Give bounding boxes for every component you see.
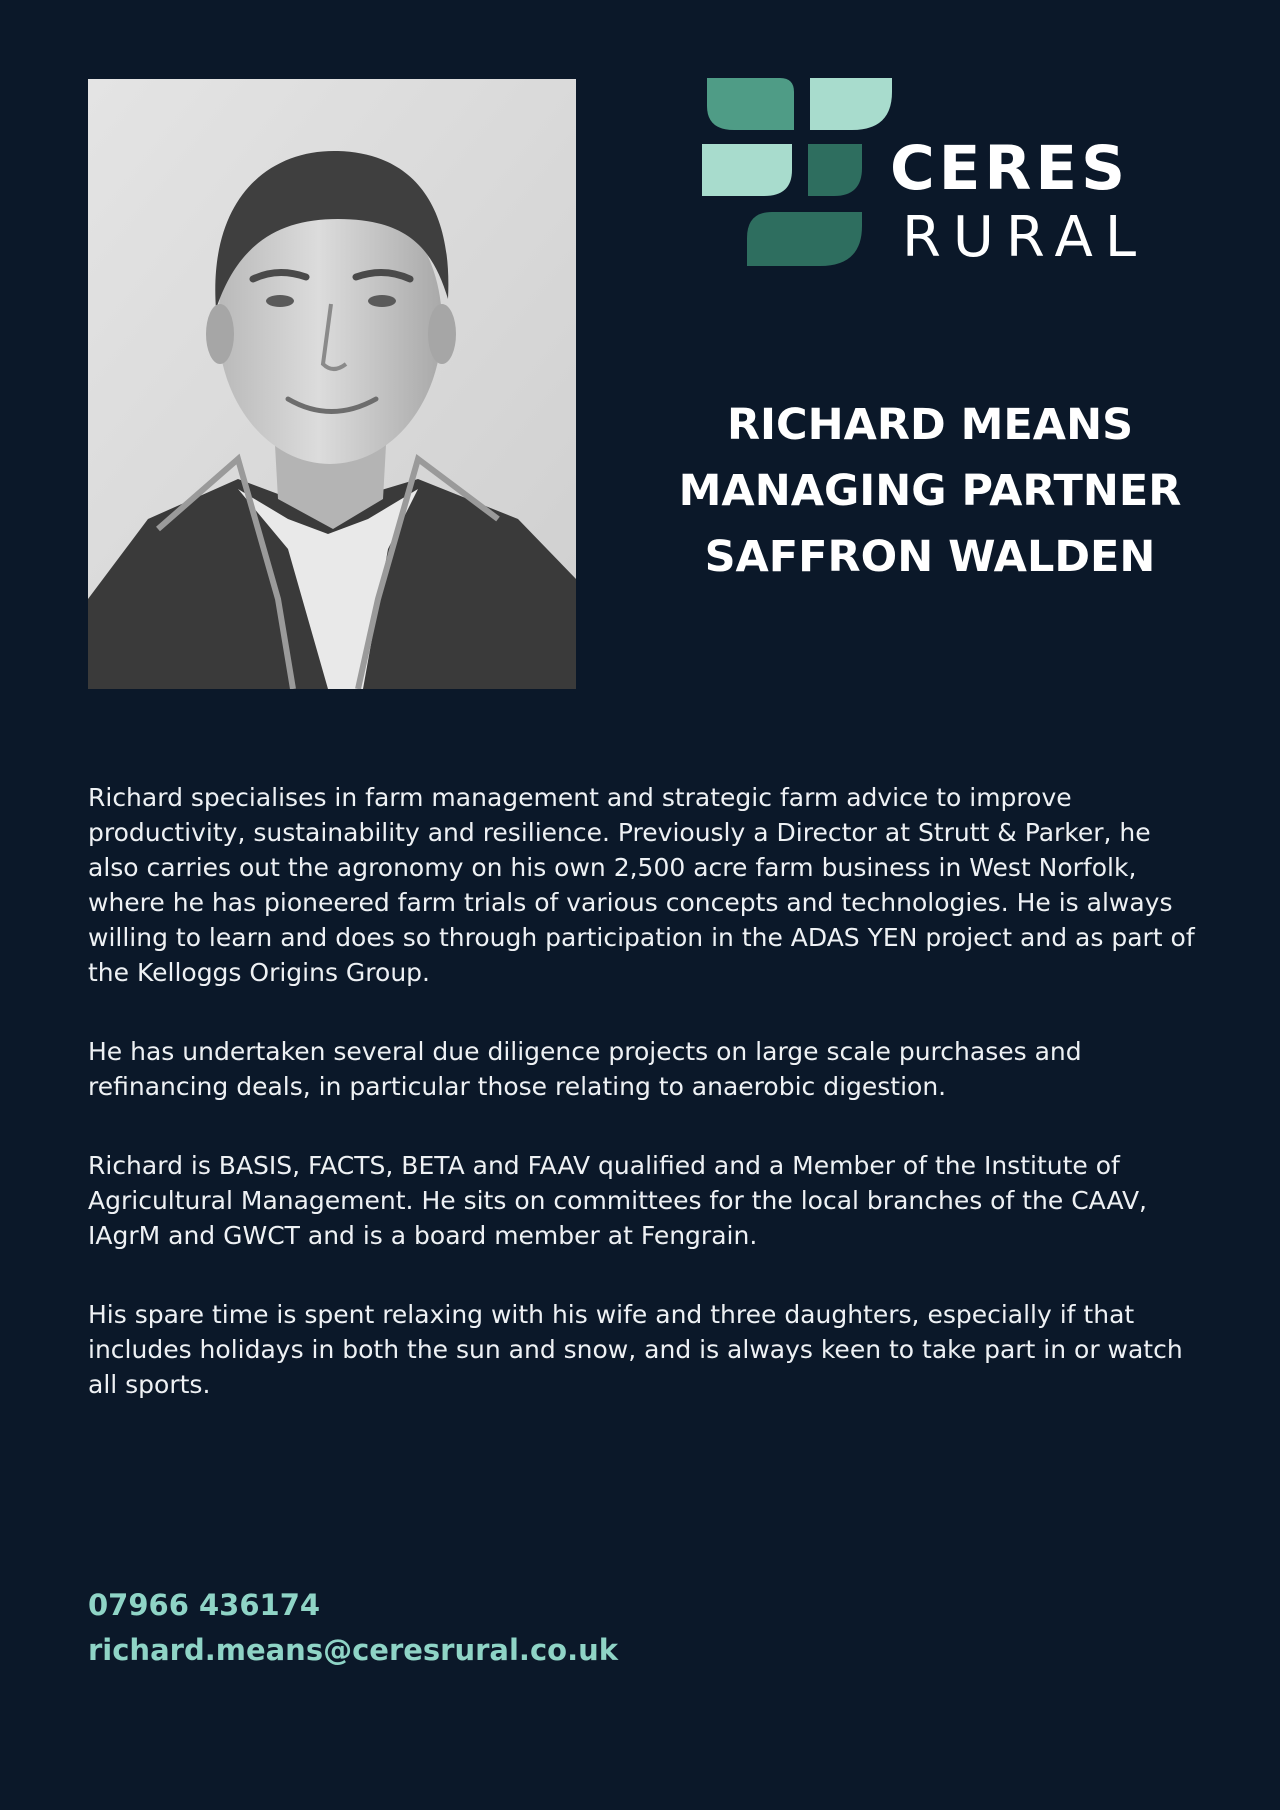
leaf-mark-icon [702, 78, 902, 268]
logo-word-ceres: CERES [890, 133, 1130, 204]
ceres-rural-logo [702, 78, 1162, 268]
phone-number[interactable]: 07966 436174 [88, 1588, 321, 1622]
contact-details [88, 1583, 618, 1673]
profile-role: MANAGING PARTNER [678, 466, 1182, 516]
profile-location: SAFFRON WALDEN [704, 532, 1156, 582]
profile-photo [88, 79, 576, 689]
bio-paragraph: His spare time is spent relaxing with his wife and three daughters, especially if that includes holidays in both the sun and snow, and is always keen to take part in or watch all sports. [88, 1300, 1183, 1399]
bio-paragraph: Richard is BASIS, FACTS, BETA and FAAV qualified and a Member of the Institute of Agricultural Management. He sits on committees for the local branches of the CAAV, IAgrM and GWCT and is a board member at Fengrain. [88, 1151, 1148, 1250]
bio-paragraph: Richard specialises in farm management and strategic farm advice to improve productivity, sustainability and resilience. Previously a Director at Strutt & Parker, he also carries out the agronomy on his own 2,500 acre farm business in West Norfolk, where he has pioneered farm trials of various concepts and technologies. He is always willing to learn and does so through participation in the ADAS YEN project and as part of the Kelloggs Origins Group. [88, 783, 1195, 987]
logo-word-rural: RURAL [902, 205, 1149, 270]
email-address[interactable]: richard.means@ceresrural.co.uk [88, 1633, 619, 1667]
bio-paragraph: He has undertaken several due diligence projects on large scale purchases and refinancing deals, in particular those relating to anaerobic digestion. [88, 1037, 1082, 1101]
profile-name: RICHARD MEANS [726, 400, 1134, 450]
biography [88, 780, 1200, 1446]
portrait-illustration [88, 79, 576, 689]
profile-title-block [612, 392, 1248, 590]
